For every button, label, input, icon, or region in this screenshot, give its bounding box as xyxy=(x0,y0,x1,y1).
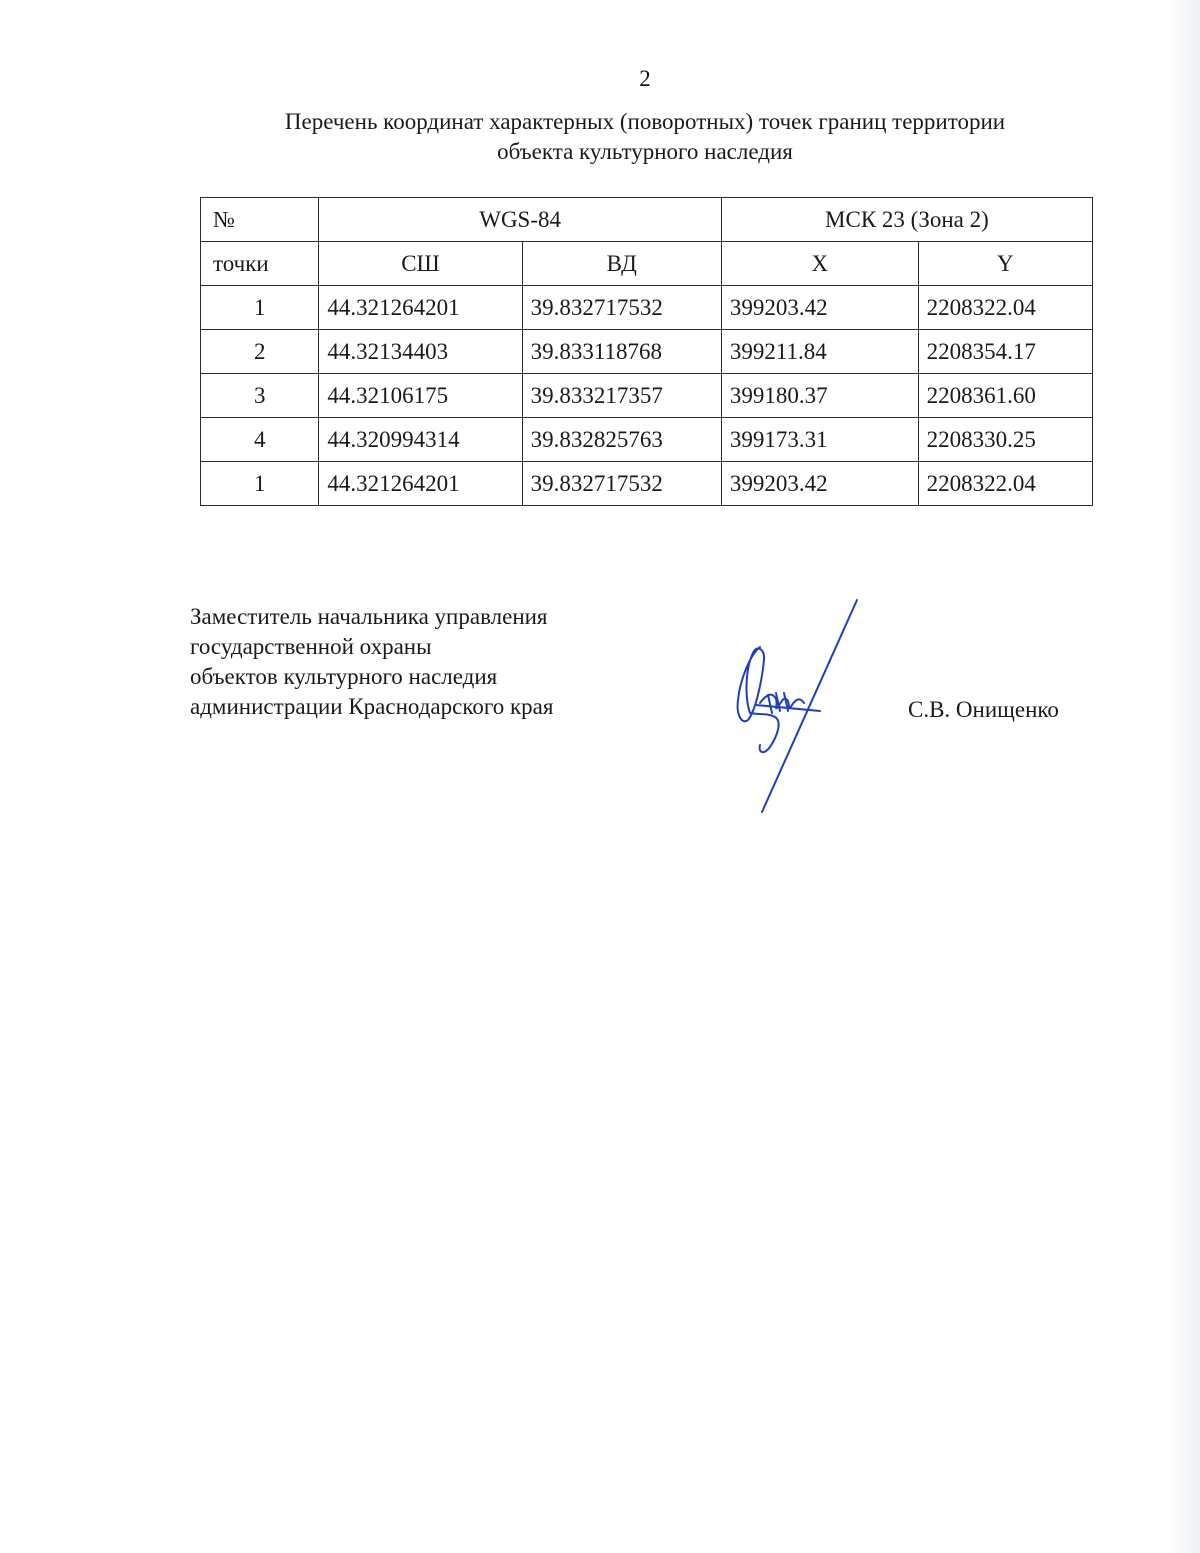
latitude-cell: 44.320994314 xyxy=(319,418,522,462)
x-cell: 399203.42 xyxy=(721,462,918,506)
header-longitude: ВД xyxy=(522,242,721,286)
document-title xyxy=(200,107,1090,167)
scan-edge-shadow xyxy=(1170,0,1200,1553)
x-cell: 399173.31 xyxy=(721,418,918,462)
table-row xyxy=(201,286,1093,330)
latitude-cell: 44.32134403 xyxy=(319,330,522,374)
y-cell: 2208322.04 xyxy=(918,286,1092,330)
longitude-cell: 39.832825763 xyxy=(522,418,721,462)
table-row xyxy=(201,330,1093,374)
table-row xyxy=(201,374,1093,418)
signature-strokes xyxy=(738,600,857,812)
y-cell: 2208322.04 xyxy=(918,462,1092,506)
point-number: 4 xyxy=(201,418,319,462)
point-number: 1 xyxy=(201,462,319,506)
longitude-cell: 39.832717532 xyxy=(522,462,721,506)
signatory-position xyxy=(190,602,553,722)
signatory-line-3: объектов культурного наследия xyxy=(190,664,498,689)
table-row xyxy=(201,418,1093,462)
longitude-cell: 39.832717532 xyxy=(522,286,721,330)
latitude-cell: 44.32106175 xyxy=(319,374,522,418)
point-number: 3 xyxy=(201,374,319,418)
latitude-cell: 44.321264201 xyxy=(319,286,522,330)
longitude-cell: 39.833217357 xyxy=(522,374,721,418)
table-header-row-1 xyxy=(201,198,1093,242)
x-cell: 399203.42 xyxy=(721,286,918,330)
longitude-cell: 39.833118768 xyxy=(522,330,721,374)
latitude-cell: 44.321264201 xyxy=(319,462,522,506)
header-latitude: СШ xyxy=(319,242,522,286)
signatory-line-4: администрации Краснодарского края xyxy=(190,694,554,719)
y-cell: 2208330.25 xyxy=(918,418,1092,462)
y-cell: 2208354.17 xyxy=(918,330,1092,374)
handwritten-signature xyxy=(720,595,870,815)
signatory-line-2: государственной охраны xyxy=(190,634,432,659)
header-msk23: МСК 23 (Зона 2) xyxy=(721,198,1092,242)
title-line-2: объекта культурного наследия xyxy=(497,139,793,164)
header-wgs84: WGS-84 xyxy=(319,198,721,242)
point-number: 2 xyxy=(201,330,319,374)
x-cell: 399180.37 xyxy=(721,374,918,418)
table-header-row-2 xyxy=(201,242,1093,286)
header-y: Y xyxy=(918,242,1092,286)
signatory-line-1: Заместитель начальника управления xyxy=(190,604,548,629)
signer-name: С.В. Онищенко xyxy=(908,697,1059,722)
point-number: 1 xyxy=(201,286,319,330)
x-cell: 399211.84 xyxy=(721,330,918,374)
table-row xyxy=(201,462,1093,506)
page-number: 2 xyxy=(639,66,651,91)
title-line-1: Перечень координат характерных (поворотных) точек границ территории xyxy=(284,109,1006,134)
header-x: X xyxy=(721,242,918,286)
y-cell: 2208361.60 xyxy=(918,374,1092,418)
header-num-label: точки xyxy=(201,242,319,286)
header-num-symbol: № xyxy=(201,198,319,242)
coordinates-table xyxy=(200,197,1093,506)
